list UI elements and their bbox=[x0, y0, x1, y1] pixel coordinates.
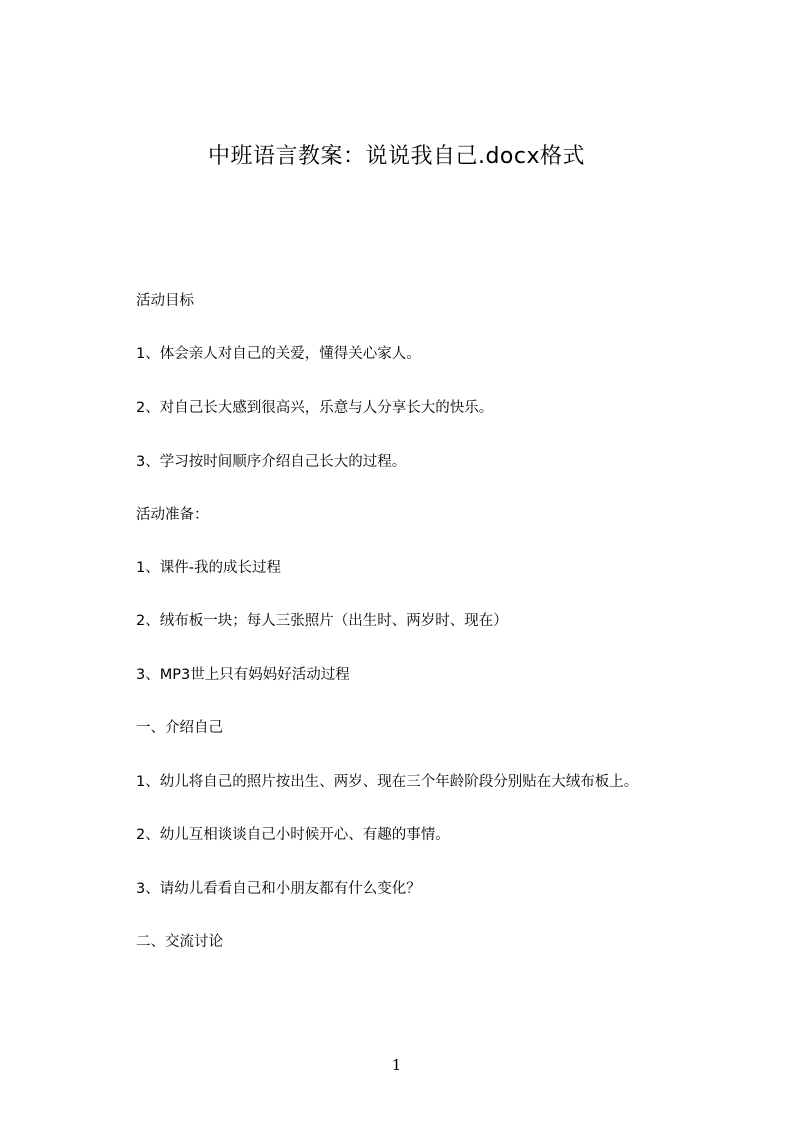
preparation-item-3: 3、MP3世上只有妈妈好活动过程 bbox=[136, 667, 350, 683]
document-title: 中班语言教案：说说我自己.docx格式 bbox=[207, 144, 586, 169]
procedure-item-3: 3、请幼儿看看自己和小朋友都有什么变化？ bbox=[136, 881, 421, 897]
section-heading-introduce-self: 一、介绍自己 bbox=[136, 720, 223, 736]
section-heading-preparation: 活动准备： bbox=[136, 507, 209, 523]
page-number: 1 bbox=[391, 1056, 402, 1074]
procedure-item-2: 2、幼儿互相谈谈自己小时候开心、有趣的事情。 bbox=[136, 827, 450, 843]
preparation-item-1: 1、课件-我的成长过程 bbox=[136, 560, 281, 576]
goal-item-2: 2、对自己长大感到很高兴，乐意与人分享长大的快乐。 bbox=[136, 400, 494, 416]
section-heading-discussion: 二、交流讨论 bbox=[136, 934, 223, 950]
preparation-item-2: 2、绒布板一块；每人三张照片（出生时、两岁时、现在） bbox=[136, 613, 508, 629]
goal-item-1: 1、体会亲人对自己的关爱，懂得关心家人。 bbox=[136, 346, 421, 362]
section-heading-activity-goals: 活动目标 bbox=[136, 293, 194, 309]
procedure-item-1: 1、幼儿将自己的照片按出生、两岁、现在三个年龄阶段分别贴在大绒布板上。 bbox=[136, 774, 639, 790]
goal-item-3: 3、学习按时间顺序介绍自己长大的过程。 bbox=[136, 454, 407, 470]
